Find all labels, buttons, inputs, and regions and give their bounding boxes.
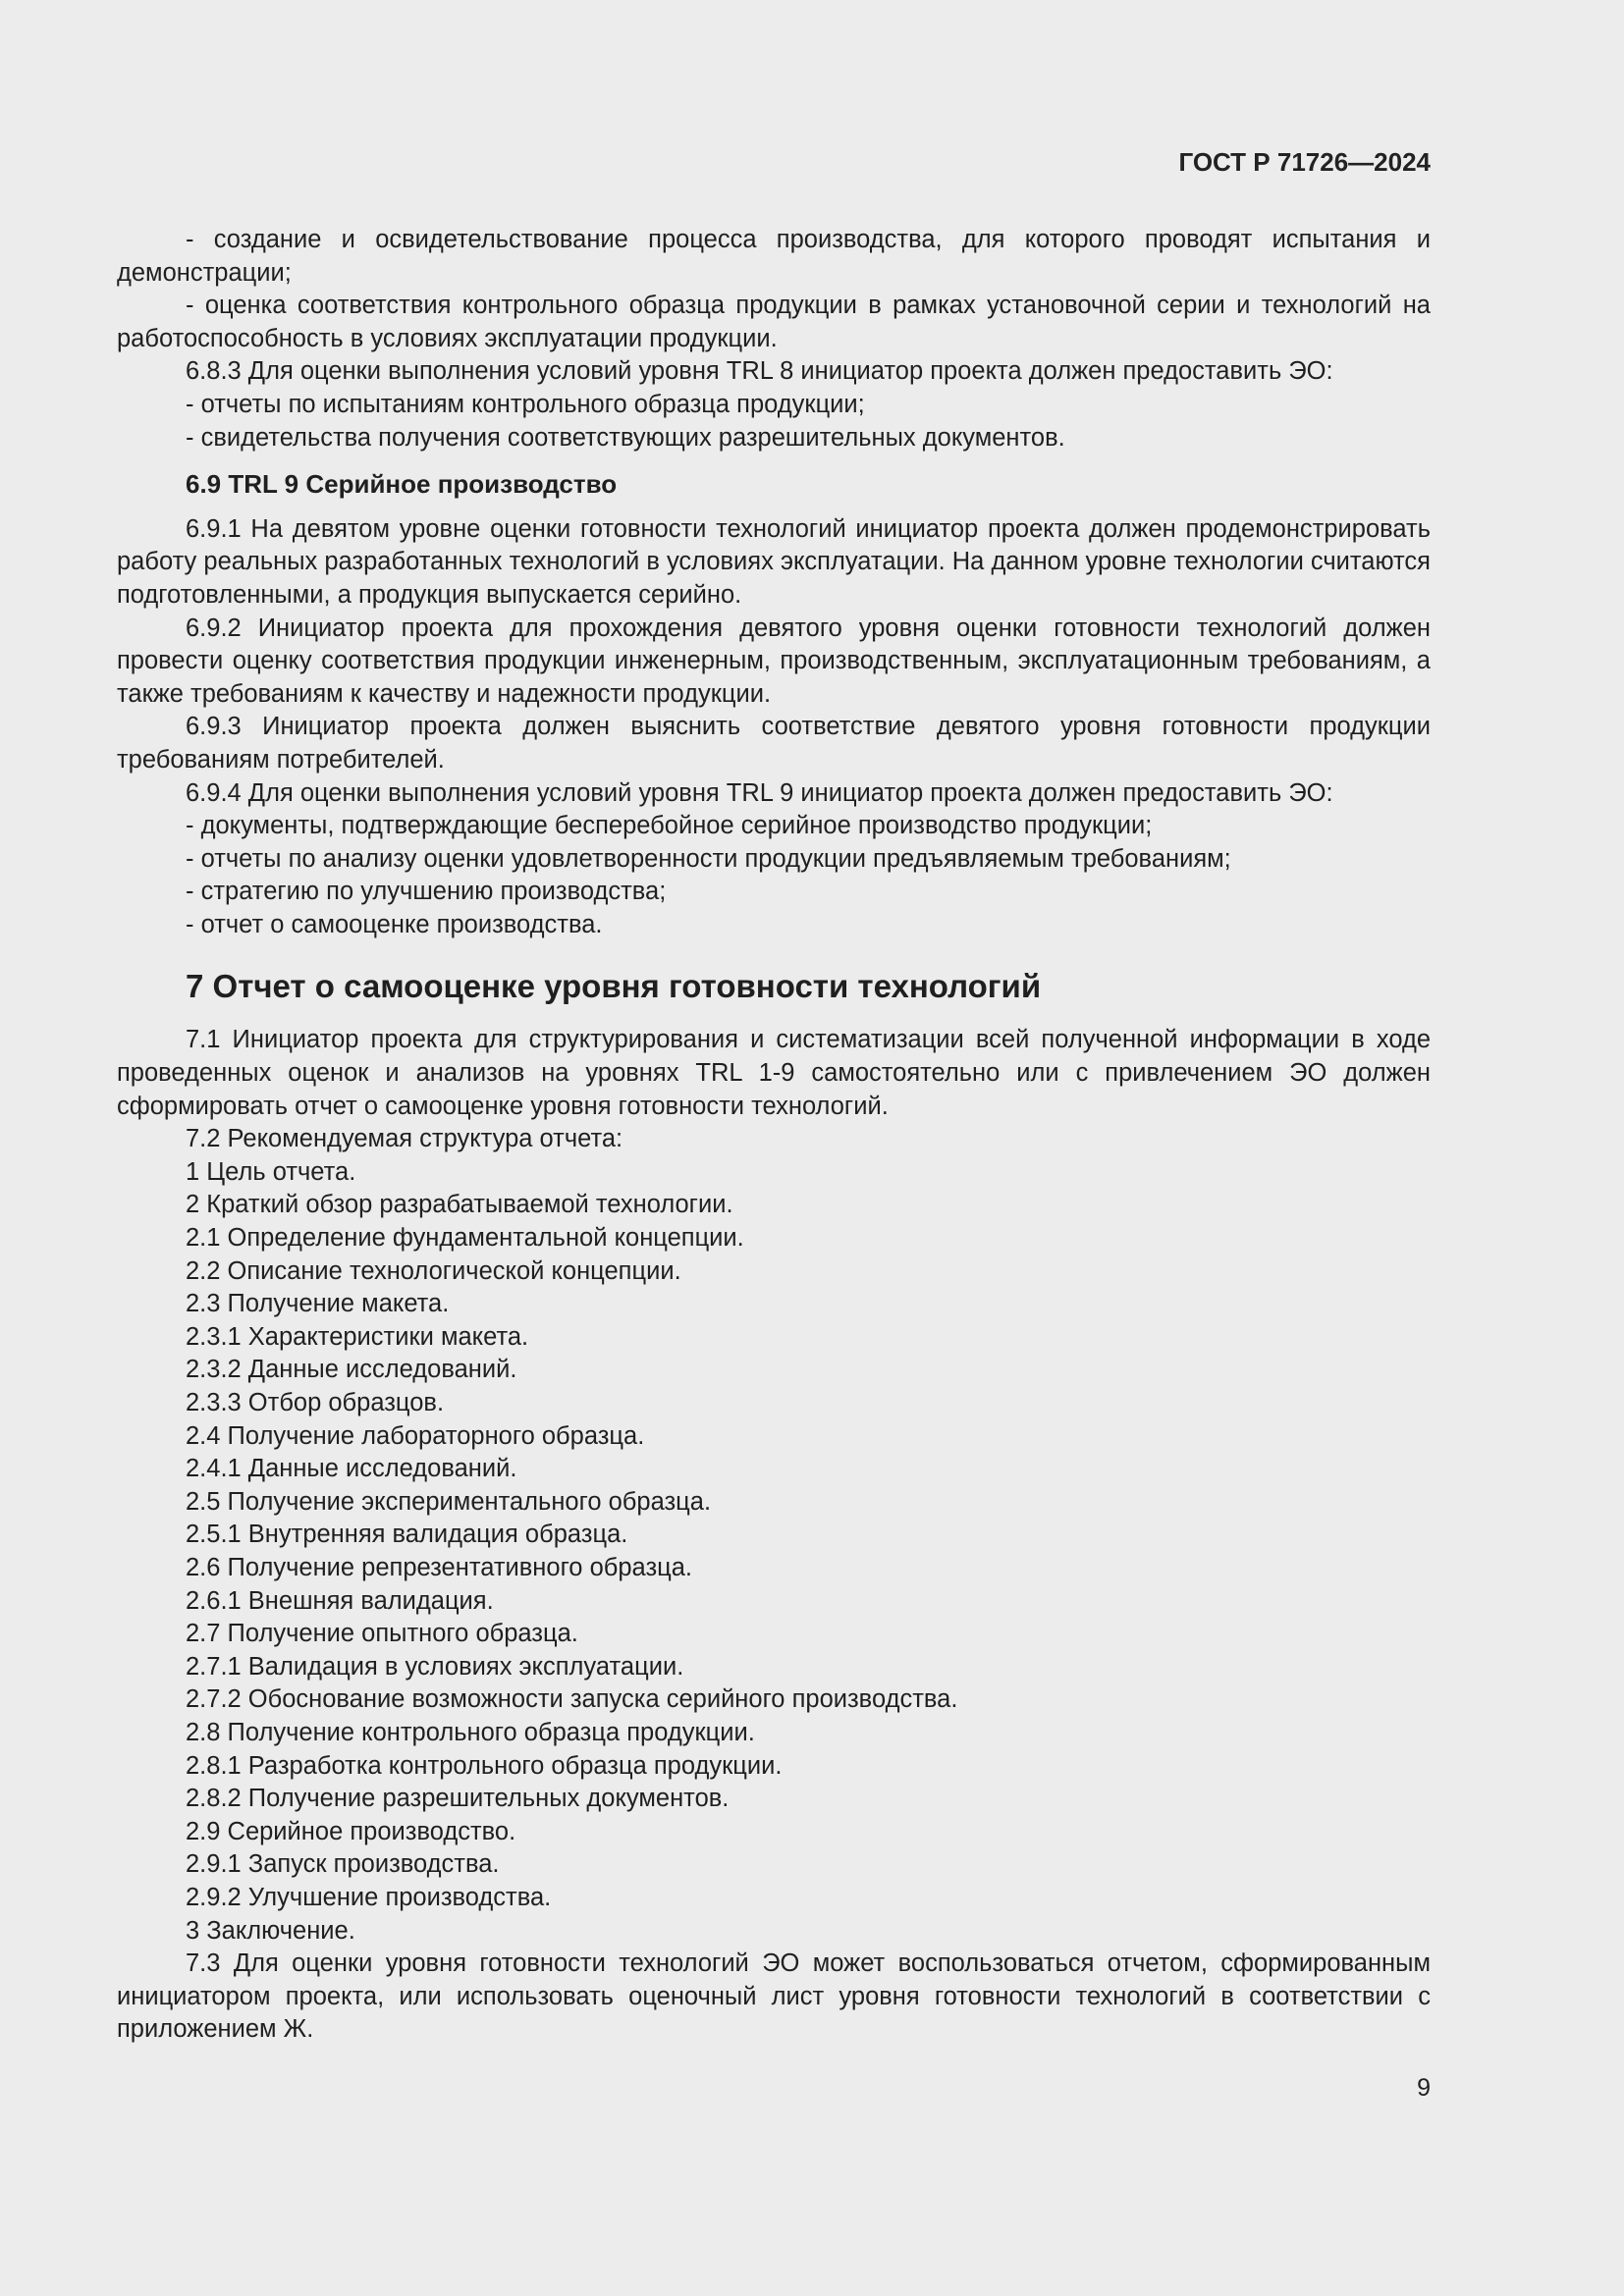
outline-item: 2.3.1 Характеристики макета.	[186, 1322, 529, 1351]
outline-item: 2.5.1 Внутренняя валидация образца.	[186, 1521, 628, 1549]
outline-item: 2.7.1 Валидация в условиях эксплуатации.	[186, 1652, 684, 1681]
outline-item: 2.1 Определение фундаментальной концепции.	[186, 1224, 744, 1253]
list-item: - стратегию по улучшению производства;	[186, 878, 667, 906]
outline-item: 2.4.1 Данные исследований.	[186, 1455, 517, 1483]
outline-item: 2.9.1 Запуск производства.	[186, 1850, 500, 1879]
paragraph: 6.9.2 Инициатор проекта для прохождения девятого уровня оценки готовности технологий должен провести оценку соответствия продукции инженерным, производственным, эксплуатационным требованиям, а также требованиям к качеству и надежности продукции.	[117, 614, 1431, 708]
outline-item: 2.2 Описание технологической концепции.	[186, 1256, 681, 1285]
paragraph: - оценка соответствия контрольного образца продукции в рамках установочной серии и технологий на работоспособность в условиях эксплуатации продукции.	[117, 292, 1431, 352]
paragraph: 7.2 Рекомендуемая структура отчета:	[186, 1125, 623, 1153]
outline-item: 2.8.2 Получение разрешительных документов.	[186, 1785, 730, 1813]
list-item: - отчет о самооценке производства.	[186, 910, 603, 938]
list-item: - свидетельства получения соответствующих разрешительных документов.	[186, 423, 1065, 452]
outline-item: 2.8.1 Разработка контрольного образца продукции.	[186, 1751, 783, 1780]
paragraph: 6.9.4 Для оценки выполнения условий уровня TRL 9 инициатор проекта должен предоставить ЭО:	[186, 778, 1333, 807]
outline-item: 2.8 Получение контрольного образца продукции.	[186, 1718, 755, 1746]
paragraph: 7.3 Для оценки уровня готовности технологий ЭО может воспользоваться отчетом, сформированным инициатором проекта, или использовать оценочный лист уровня готовности технологий в соответствии с приложением Ж.	[117, 1949, 1431, 2044]
outline-item: 3 Заключение.	[186, 1916, 355, 1945]
list-item: - отчеты по испытаниям контрольного образца продукции;	[186, 390, 865, 418]
paragraph: - создание и освидетельствование процесса производства, для которого проводят испытания и демонстрации;	[117, 226, 1431, 287]
section-heading-6-9: 6.9 TRL 9 Серийное производство	[186, 469, 618, 500]
outline-item: 2 Краткий обзор разрабатываемой технологии.	[186, 1191, 733, 1219]
page-body	[117, 224, 1431, 2047]
report-outline	[117, 1156, 1431, 1948]
document-id-header: ГОСТ Р 71726—2024	[1178, 147, 1431, 177]
outline-item: 2.9 Серийное производство.	[186, 1817, 516, 1845]
outline-item: 2.3.2 Данные исследований.	[186, 1356, 517, 1384]
outline-item: 2.7.2 Обоснование возможности запуска серийного производства.	[186, 1685, 958, 1714]
outline-item: 2.4 Получение лабораторного образца.	[186, 1421, 645, 1450]
outline-item: 2.9.2 Улучшение производства.	[186, 1883, 552, 1911]
paragraph: 7.1 Инициатор проекта для структурирования и систематизации всей полученной информации в ходе проведенных оценок и анализов на уровнях TRL 1-9 самостоятельно или с привлечением ЭО должен сформировать отчет о самооценке уровня готовности технологий.	[117, 1026, 1431, 1120]
page-number: 9	[1417, 2074, 1431, 2102]
outline-item: 2.3 Получение макета.	[186, 1290, 450, 1318]
list-item: - отчеты по анализу оценки удовлетворенности продукции предъявляемым требованиям;	[186, 844, 1231, 873]
outline-item: 1 Цель отчета.	[186, 1157, 356, 1186]
outline-item: 2.5 Получение экспериментального образца.	[186, 1487, 712, 1516]
outline-item: 2.7 Получение опытного образца.	[186, 1620, 578, 1648]
outline-item: 2.6.1 Внешняя валидация.	[186, 1586, 494, 1615]
paragraph: 6.9.3 Инициатор проекта должен выяснить соответствие девятого уровня готовности продукции требованиям потребителей.	[117, 713, 1431, 774]
outline-item: 2.6 Получение репрезентативного образца.	[186, 1553, 693, 1581]
paragraph: 6.9.1 На девятом уровне оценки готовности технологий инициатор проекта должен продемонстрировать работу реальных разработанных технологий в условиях эксплуатации. На данном уровне технологии считаются подготовленными, а продукция выпускается серийно.	[117, 514, 1431, 609]
outline-item: 2.3.3 Отбор образцов.	[186, 1389, 445, 1416]
section-heading-7: 7 Отчет о самооценке уровня готовности технологий	[186, 968, 1042, 1005]
paragraph: 6.8.3 Для оценки выполнения условий уровня TRL 8 инициатор проекта должен предоставить ЭО:	[186, 357, 1333, 386]
list-item: - документы, подтверждающие бесперебойное серийное производство продукции;	[186, 812, 1153, 840]
